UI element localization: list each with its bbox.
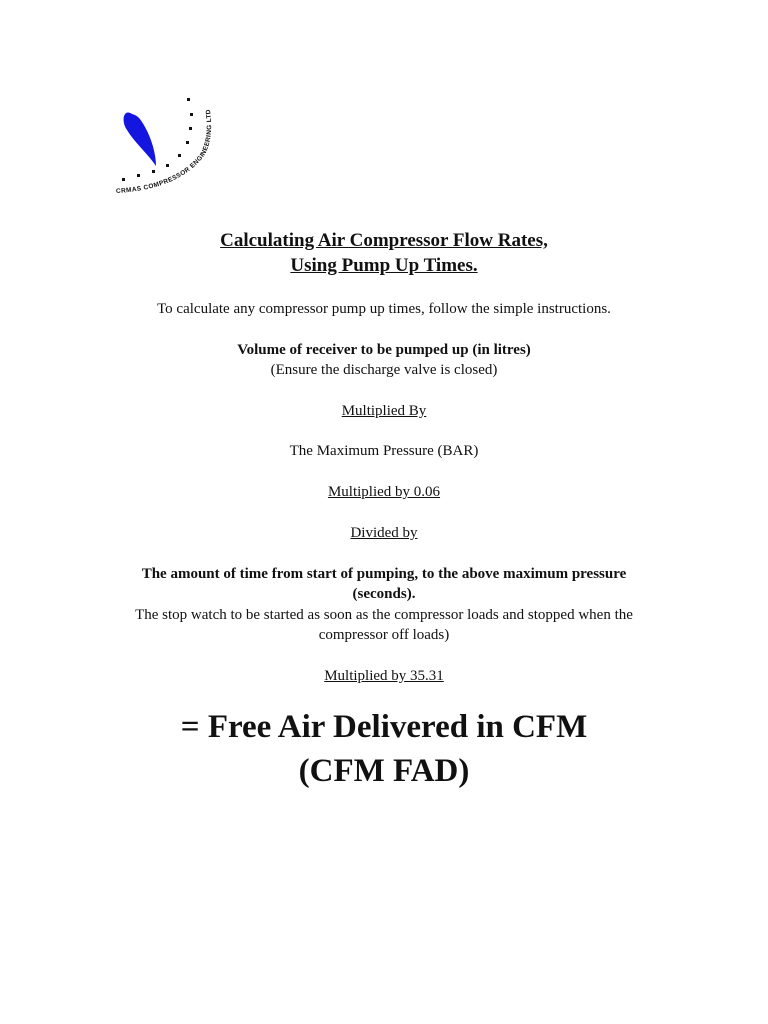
max-pressure-label: The Maximum Pressure (BAR) — [289, 443, 479, 459]
company-logo — [108, 92, 228, 202]
logo-drop-icon — [124, 113, 156, 166]
time-heading-text: The amount of time from start of pumping, to the above maximum pressure (seconds). — [141, 566, 627, 602]
logo-company-text: CRMAS COMPRESSOR ENGINEERING LTD — [115, 108, 214, 196]
volume-note: (Ensure the discharge valve is closed) — [270, 362, 498, 378]
multiplied-3531-label: Multiplied by 35.31 — [324, 668, 444, 684]
intro-text: To calculate any compressor pump up times, follow the simple instructions. — [157, 301, 611, 317]
logo-dots — [122, 98, 193, 181]
time-heading — [0, 564, 768, 604]
volume-heading: Volume of receiver to be pumped up (in litres) — [237, 342, 531, 358]
time-note-text: The stop watch to be started as soon as the compressor loads and stopped when the compressor off loads) — [135, 607, 633, 643]
result-line-2: (CFM FAD) — [298, 753, 470, 789]
result-line-1: = Free Air Delivered in CFM — [180, 709, 588, 745]
result-formula — [0, 705, 768, 793]
divided-by-label: Divided by — [350, 525, 418, 541]
title-line-2: Using Pump Up Times. — [290, 255, 478, 276]
title-line-1: Calculating Air Compressor Flow Rates, — [220, 230, 548, 251]
document-title — [0, 228, 768, 278]
time-note — [0, 605, 768, 645]
multiplied-by-label: Multiplied By — [341, 403, 427, 419]
multiplied-006-label: Multiplied by 0.06 — [327, 484, 441, 500]
